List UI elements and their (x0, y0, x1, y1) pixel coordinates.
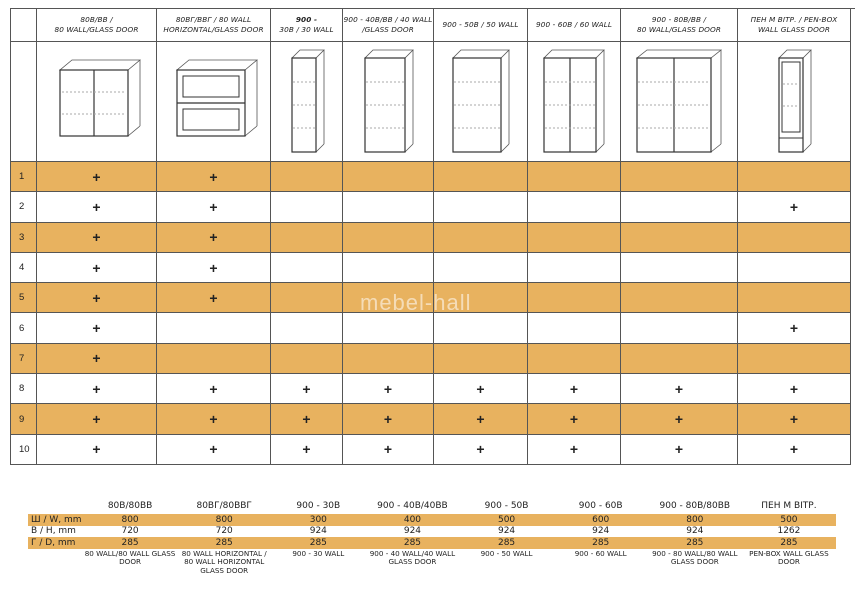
dimension-value: 400 (403, 514, 422, 525)
table-cell (434, 344, 528, 374)
table-cell: + (157, 404, 271, 434)
dimension-value: 285 (215, 537, 233, 548)
table-cell (528, 253, 621, 283)
table-cell (738, 162, 851, 192)
dimension-value: 600 (592, 514, 610, 525)
dimensions-footer: 80 WALL HORIZONTAL / 80 WALL HORIZONTAL GLASS DOOR (181, 548, 267, 575)
table-cell: + (37, 404, 157, 434)
dimension-value: 924 (309, 526, 327, 537)
column-header-line2: 80 WALL/GLASS DOOR (54, 25, 139, 34)
dimensions-footer: PEN-BOX WALL GLASS DOOR (749, 548, 829, 566)
row-number: 6 (11, 313, 37, 343)
table-cell: + (37, 223, 157, 253)
table-cell (738, 223, 851, 253)
column-header (37, 9, 157, 42)
table-cell: + (157, 162, 271, 192)
table-cell (621, 344, 738, 374)
dimensions-header: 900 - 40B/40BB (377, 501, 448, 511)
dimensions-footer-empty (28, 550, 83, 576)
wide-double-door-cabinet-icon (621, 42, 738, 162)
dimension-value: 285 (403, 537, 422, 548)
table-cell (434, 253, 528, 283)
table-cell (343, 283, 434, 313)
column-header-line1: 900 - 50B / 50 WALL (442, 20, 519, 29)
table-cell (434, 223, 528, 253)
table-cell (738, 344, 851, 374)
row-number: 7 (11, 344, 37, 374)
single-door-cabinet-icon (343, 42, 434, 162)
dimensions-header: ПЕН М ВІТР. (761, 501, 817, 511)
column-header-line1: 80BГ/BBГ / 80 WALL (175, 15, 252, 24)
dimension-value: 924 (497, 526, 516, 537)
medium-cabinet-icon (434, 42, 528, 162)
dimensions-header-row (28, 498, 836, 514)
column-header (157, 9, 271, 42)
dimension-value: 1262 (777, 526, 801, 537)
narrow-cabinet-icon (271, 42, 343, 162)
table-cell: + (528, 435, 621, 465)
table-cell: + (621, 435, 738, 465)
table-cell (621, 313, 738, 343)
column-header-line2: WALL GLASS DOOR (757, 25, 830, 34)
dimension-value: 285 (780, 537, 798, 548)
table-cell (271, 192, 343, 222)
dimension-value: 285 (686, 537, 704, 548)
row-number: 2 (11, 192, 37, 222)
table-cell: + (738, 374, 851, 404)
table-cell: + (37, 283, 157, 313)
column-header-line1: 900 - 80B/BB / (651, 15, 707, 24)
table-cell: + (157, 192, 271, 222)
column-header (528, 9, 621, 42)
dimensions-footer: 900 - 80 WALL/80 WALL GLASS DOOR (652, 548, 738, 566)
table-cell (343, 162, 434, 192)
dimension-value: 924 (403, 526, 422, 537)
table-cell: + (621, 404, 738, 434)
table-cell: + (343, 435, 434, 465)
column-header-line1: 900 - 40B/BB / 40 WALL (343, 15, 433, 24)
table-cell: + (37, 162, 157, 192)
dimension-value: 500 (780, 514, 798, 525)
grid-corner (11, 9, 37, 42)
dimensions-row-width (28, 514, 836, 526)
row-number: 5 (11, 283, 37, 313)
dimension-value: 285 (121, 537, 139, 548)
dimensions-header: 900 - 30B (296, 501, 341, 511)
table-cell: + (37, 435, 157, 465)
table-cell (434, 192, 528, 222)
column-header-line1: ПЕН М ВІТР. / PEN-BOX (750, 15, 838, 24)
dimensions-footer: 80 WALL/80 WALL GLASS DOOR (84, 548, 176, 566)
column-header-line2: 80 WALL/GLASS DOOR (636, 25, 722, 34)
table-cell (343, 313, 434, 343)
table-cell: + (621, 374, 738, 404)
table-cell (271, 162, 343, 192)
dimensions-header: 80BГ/80BBГ (196, 501, 252, 511)
table-cell (738, 283, 851, 313)
row-number: 1 (11, 162, 37, 192)
dimension-value: 285 (592, 537, 610, 548)
glass-door-cabinet-icon (738, 42, 851, 162)
table-cell (271, 344, 343, 374)
dimension-value: 800 (215, 514, 233, 525)
table-cell: + (434, 435, 528, 465)
dimensions-footer-row (28, 550, 836, 576)
column-header-line2: HORIZONTAL/GLASS DOOR (163, 25, 264, 34)
dimension-label: Г / D, mm (31, 537, 76, 548)
table-cell (621, 162, 738, 192)
dimensions-footer: 900 - 30 WALL (292, 548, 345, 558)
table-cell (738, 253, 851, 283)
dimensions-header: 80B/80BB (107, 501, 153, 511)
column-header (434, 9, 528, 42)
table-cell (528, 344, 621, 374)
compatibility-grid (10, 8, 855, 465)
table-cell (621, 223, 738, 253)
table-cell: + (37, 313, 157, 343)
dimensions-table (28, 498, 836, 575)
table-cell (343, 344, 434, 374)
column-header (343, 9, 434, 42)
dimensions-footer: 900 - 60 WALL (574, 548, 627, 558)
table-cell (621, 283, 738, 313)
table-cell: + (528, 404, 621, 434)
table-cell (434, 162, 528, 192)
column-header-line1: 900 - 60B / 60 WALL (535, 20, 613, 29)
table-cell: + (434, 404, 528, 434)
table-cell (528, 283, 621, 313)
table-cell (621, 253, 738, 283)
table-cell: + (37, 253, 157, 283)
column-header-line2: /GLASS DOOR (362, 25, 414, 34)
dimension-value: 300 (309, 514, 327, 525)
table-cell (434, 283, 528, 313)
table-cell (343, 253, 434, 283)
table-cell (528, 313, 621, 343)
table-cell: + (37, 192, 157, 222)
table-cell: + (738, 192, 851, 222)
table-cell: + (157, 223, 271, 253)
table-cell: + (738, 404, 851, 434)
dimensions-header: 900 - 80B/80BB (659, 501, 731, 511)
table-cell (157, 344, 271, 374)
dimension-value: 720 (121, 526, 139, 537)
table-cell: + (738, 313, 851, 343)
column-header-line1: 80B/BB / (80, 15, 113, 24)
table-cell (157, 313, 271, 343)
dimensions-row-height (28, 526, 836, 538)
dimension-value: 924 (686, 526, 704, 537)
dimension-value: 285 (497, 537, 516, 548)
horizontal-glass-cabinet-icon (157, 42, 271, 162)
table-cell: + (271, 404, 343, 434)
table-cell (621, 192, 738, 222)
table-cell (271, 313, 343, 343)
table-cell: + (434, 374, 528, 404)
table-cell (528, 192, 621, 222)
table-cell (271, 283, 343, 313)
table-cell (528, 223, 621, 253)
dimension-label: Ш / W, mm (31, 514, 82, 525)
dimension-value: 500 (497, 514, 516, 525)
table-cell: + (528, 374, 621, 404)
table-cell: + (343, 404, 434, 434)
dimension-value: 800 (121, 514, 139, 525)
table-cell: + (157, 435, 271, 465)
dimension-value: 800 (686, 514, 704, 525)
dimensions-row-depth (28, 537, 836, 549)
double-door-cabinet-icon (528, 42, 621, 162)
column-header (738, 9, 851, 42)
row-number: 3 (11, 223, 37, 253)
row-number: 9 (11, 404, 37, 434)
dimensions-footer: 900 - 40 WALL/40 WALL GLASS DOOR (369, 548, 456, 566)
table-cell: + (157, 283, 271, 313)
table-cell: + (271, 374, 343, 404)
table-cell: + (343, 374, 434, 404)
column-header-line1: 900 - (295, 15, 318, 24)
grid-corner-pictures (11, 42, 37, 162)
column-header (271, 9, 343, 42)
row-number: 4 (11, 253, 37, 283)
table-cell (271, 223, 343, 253)
dimension-label: В / H, mm (31, 526, 76, 537)
table-cell: + (37, 344, 157, 374)
table-cell (343, 192, 434, 222)
dimension-value: 924 (592, 526, 610, 537)
watermark: mebel-hall (360, 290, 472, 315)
table-cell: + (157, 374, 271, 404)
table-cell (434, 313, 528, 343)
double-door-cabinet-icon (37, 42, 157, 162)
row-number: 10 (11, 435, 37, 465)
table-cell (528, 162, 621, 192)
table-cell: + (157, 253, 271, 283)
table-cell: + (37, 374, 157, 404)
column-header (621, 9, 738, 42)
dimension-value: 720 (215, 526, 233, 537)
table-cell (271, 253, 343, 283)
dimension-value: 285 (309, 537, 327, 548)
table-cell (343, 223, 434, 253)
table-cell: + (738, 435, 851, 465)
dimensions-header: 900 - 50B (484, 501, 529, 511)
dimensions-header: 900 - 60B (578, 501, 623, 511)
row-number: 8 (11, 374, 37, 404)
table-cell: + (271, 435, 343, 465)
column-header-line2: 30B / 30 WALL (279, 25, 334, 34)
dimensions-footer: 900 - 50 WALL (480, 548, 533, 558)
